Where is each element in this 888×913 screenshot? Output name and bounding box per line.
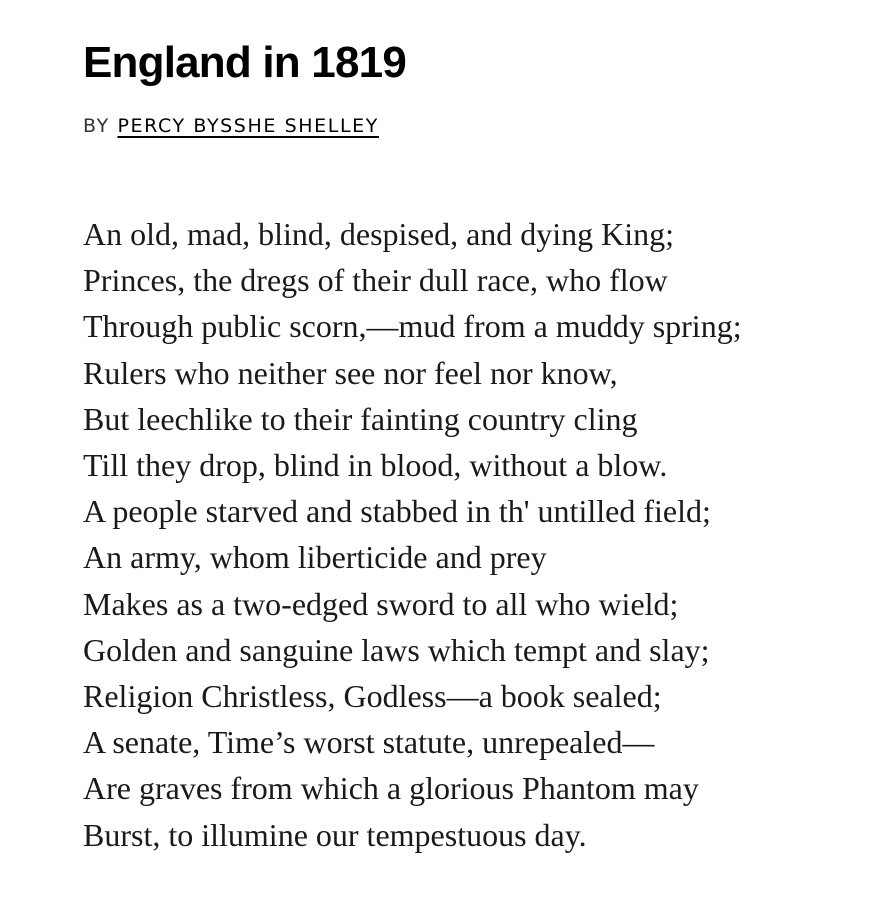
author-link[interactable]: PERCY BYSSHE SHELLEY — [117, 115, 379, 137]
poem-line: Princes, the dregs of their dull race, who flow — [83, 262, 668, 299]
poem-line: An old, mad, blind, despised, and dying King; — [83, 216, 675, 252]
poem-line: Religion Christless, Godless—a book sealed; — [83, 678, 662, 715]
byline-prefix: BY — [83, 115, 110, 137]
poem-line: A senate, Time’s worst statute, unrepealed— — [83, 724, 655, 761]
poem-title: England in 1819 — [83, 38, 406, 87]
poem-line: Makes as a two-edged sword to all who wield; — [83, 585, 679, 622]
poem-line: Rulers who neither see nor feel nor know, — [83, 354, 618, 391]
poem-line: Through public scorn,—mud from a muddy spring; — [83, 308, 742, 345]
poem-line: Golden and sanguine laws which tempt and slay; — [83, 631, 710, 668]
byline — [83, 115, 379, 137]
poem-line: But leechlike to their fainting country cling — [83, 400, 638, 437]
poem-line: Till they drop, blind in blood, without a blow. — [83, 447, 668, 484]
poem-line: Burst, to illumine our tempestuous day. — [83, 816, 587, 853]
poem-line: A people starved and stabbed in th' untilled field; — [83, 493, 711, 530]
poem-body — [83, 211, 863, 858]
poem-line: An army, whom liberticide and prey — [83, 539, 547, 576]
poem-line: Are graves from which a glorious Phantom may — [83, 770, 699, 807]
